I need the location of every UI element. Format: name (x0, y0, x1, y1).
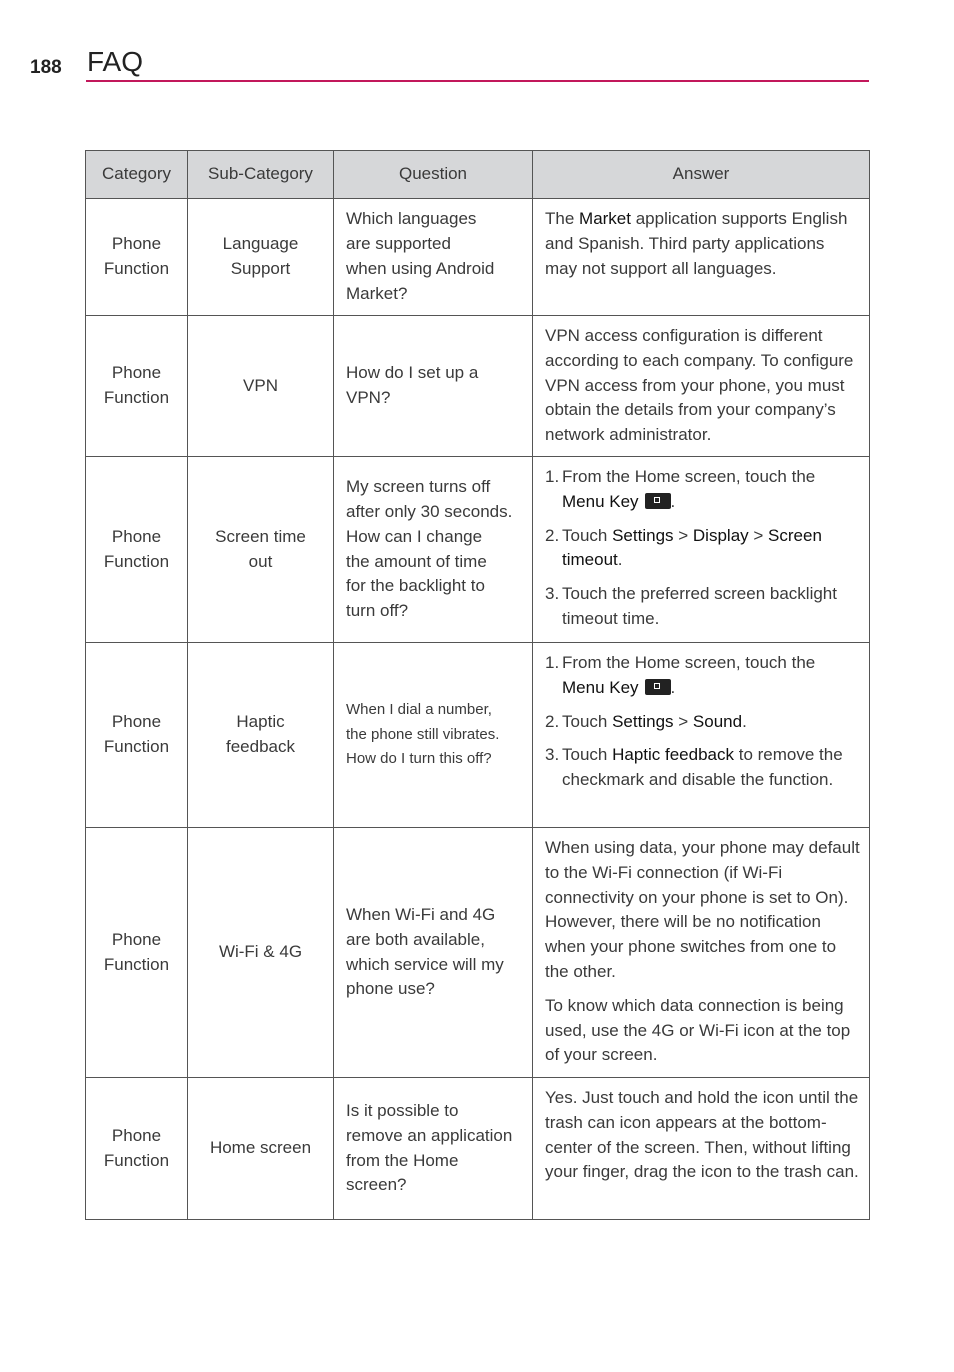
question-line: Market? (346, 283, 408, 303)
settings-label: Settings (612, 711, 674, 731)
category-cell (86, 457, 188, 643)
header-sub-category: Sub-Category (188, 151, 334, 199)
header-answer: Answer (533, 151, 870, 199)
sub-category-cell (188, 316, 334, 457)
step-text: Touch the preferred screen backlight timeout time. (562, 584, 837, 628)
question-line: the phone still vibrates. (346, 725, 500, 743)
step-end: . (670, 677, 676, 697)
table-row (86, 828, 870, 1078)
table-row (86, 316, 870, 457)
question-line: for the backlight to (346, 576, 485, 596)
answer-cell (533, 828, 870, 1078)
step-number: 3. (545, 745, 560, 765)
sub-category-cell (188, 643, 334, 828)
step-end: . (670, 491, 676, 511)
question-cell (334, 199, 533, 316)
category-line: Function (103, 551, 170, 571)
answer-text: Yes. Just touch and hold the icon until the trash can icon appears at the bottom-center of the screen. Then, without lifting your finger, drag the icon to the trash can. (545, 1088, 859, 1182)
answer-cell (533, 199, 870, 316)
answer-text: VPN access configuration is different according to each company. To configure VPN access from your phone, you must obtain the details from your company’s network administrator. (545, 326, 854, 445)
step-text: Touch (562, 711, 613, 731)
step-text: Touch (562, 745, 613, 765)
question-cell (334, 316, 533, 457)
sub-category-line: VPN (243, 375, 278, 395)
header-category: Category (86, 151, 188, 199)
sub-category-cell (188, 199, 334, 316)
haptic-feedback-label: Haptic feedback (612, 745, 734, 765)
question-line: which service will my (346, 954, 504, 974)
sub-category-line: out (248, 551, 273, 571)
question-line: the amount of time (346, 551, 487, 571)
question-line: How can I change (346, 526, 483, 546)
menu-key-icon (645, 493, 671, 509)
category-line: Phone (111, 712, 162, 732)
table-row (86, 1078, 870, 1220)
answer-steps (545, 465, 861, 632)
menu-key-icon (645, 679, 671, 695)
question-line: are both available, (346, 929, 485, 949)
answer-paragraph: To know which data connection is being used, use the 4G or Wi-Fi icon at the top of your screen. (545, 995, 851, 1065)
table-row (86, 199, 870, 316)
category-cell (86, 1078, 188, 1220)
question-line: after only 30 seconds. (346, 501, 513, 521)
page-title: FAQ (87, 46, 144, 77)
sub-category-line: Home screen (209, 1138, 312, 1158)
path-separator: > (673, 525, 693, 545)
category-line: Function (103, 388, 170, 407)
step-item (545, 710, 861, 735)
step-end: . (742, 711, 747, 731)
sub-category-cell (188, 1078, 334, 1220)
question-cell (334, 1078, 533, 1220)
category-line: Phone (111, 363, 162, 383)
header-question: Question (334, 151, 533, 199)
screen-timeout-label: Screen timeout (562, 525, 822, 570)
page-number: 188 (30, 57, 62, 78)
category-line: Function (103, 1150, 170, 1170)
sub-category-line: Screen time (215, 526, 306, 546)
category-line: Function (103, 954, 170, 974)
question-line: remove an application (346, 1125, 513, 1145)
sub-category-line: feedback (226, 737, 295, 756)
category-cell (86, 828, 188, 1078)
question-line: How do I turn this off? (346, 750, 492, 768)
question-line: How do I set up a (346, 363, 479, 383)
step-item (545, 651, 861, 701)
question-cell (334, 643, 533, 828)
sub-category-cell (188, 457, 334, 643)
path-separator: > (748, 525, 769, 545)
path-separator: > (673, 711, 693, 731)
market-app-name: Market (579, 209, 631, 228)
answer-cell (533, 316, 870, 457)
answer-cell (533, 643, 870, 828)
step-end: . (617, 550, 623, 570)
sound-label: Sound (692, 711, 743, 731)
step-item (545, 743, 861, 793)
answer-text: application supports English and Spanish. Third party applications may not support all languages. (545, 209, 848, 278)
question-line: When Wi-Fi and 4G (346, 904, 496, 924)
category-line: Phone (111, 929, 162, 949)
answer-paragraph: When using data, your phone may default to the Wi-Fi connection (if Wi-Fi connectivity on your phone is set to On). However, there will be no notification when your phone switches from one to the other. (545, 838, 860, 981)
question-line: VPN? (346, 388, 391, 407)
table-row (86, 643, 870, 828)
step-text: From the Home screen, touch the (562, 653, 816, 672)
sub-category-line: Haptic (236, 712, 285, 732)
step-text: From the Home screen, touch the (562, 467, 816, 486)
question-line: My screen turns off (346, 477, 491, 497)
question-line: screen? (346, 1175, 407, 1195)
category-line: Function (103, 259, 170, 278)
category-cell (86, 199, 188, 316)
category-line: Phone (111, 234, 162, 254)
answer-steps (545, 651, 861, 793)
title-rule (86, 80, 869, 82)
step-number: 2. (545, 525, 560, 545)
question-line: when using Android (346, 259, 495, 278)
category-line: Phone (111, 1125, 162, 1145)
sub-category-line: Language (222, 234, 299, 254)
question-line: Which languages (346, 209, 477, 229)
category-cell (86, 316, 188, 457)
question-line: When I dial a number, (346, 700, 492, 718)
step-number: 2. (545, 711, 560, 731)
table-row (86, 457, 870, 643)
answer-text: The (545, 209, 580, 228)
question-line: turn off? (346, 601, 409, 621)
category-line: Phone (111, 526, 162, 546)
step-number: 1. (545, 467, 560, 486)
step-item (545, 465, 861, 515)
menu-key-label: Menu Key (562, 677, 639, 697)
sub-category-cell (188, 828, 334, 1078)
step-number: 1. (545, 653, 560, 672)
menu-key-label: Menu Key (562, 491, 639, 511)
question-cell (334, 828, 533, 1078)
answer-cell (533, 1078, 870, 1220)
question-line: Is it possible to (346, 1100, 459, 1120)
step-text: to remove the checkmark and disable the function. (562, 745, 843, 790)
answer-cell (533, 457, 870, 643)
question-line: are supported (346, 234, 451, 254)
category-line: Function (103, 737, 170, 756)
step-text: Touch (562, 525, 613, 545)
display-label: Display (692, 525, 749, 545)
category-cell (86, 643, 188, 828)
faq-table (85, 150, 870, 1220)
question-line: phone use? (346, 979, 435, 999)
step-item (545, 524, 861, 574)
sub-category-line: Wi-Fi & 4G (218, 942, 303, 962)
settings-label: Settings (612, 525, 674, 545)
question-line: from the Home (346, 1150, 459, 1170)
sub-category-line: Support (230, 259, 291, 278)
step-item (545, 582, 861, 632)
table-header-row (86, 151, 870, 199)
step-number: 3. (545, 584, 560, 604)
question-cell (334, 457, 533, 643)
